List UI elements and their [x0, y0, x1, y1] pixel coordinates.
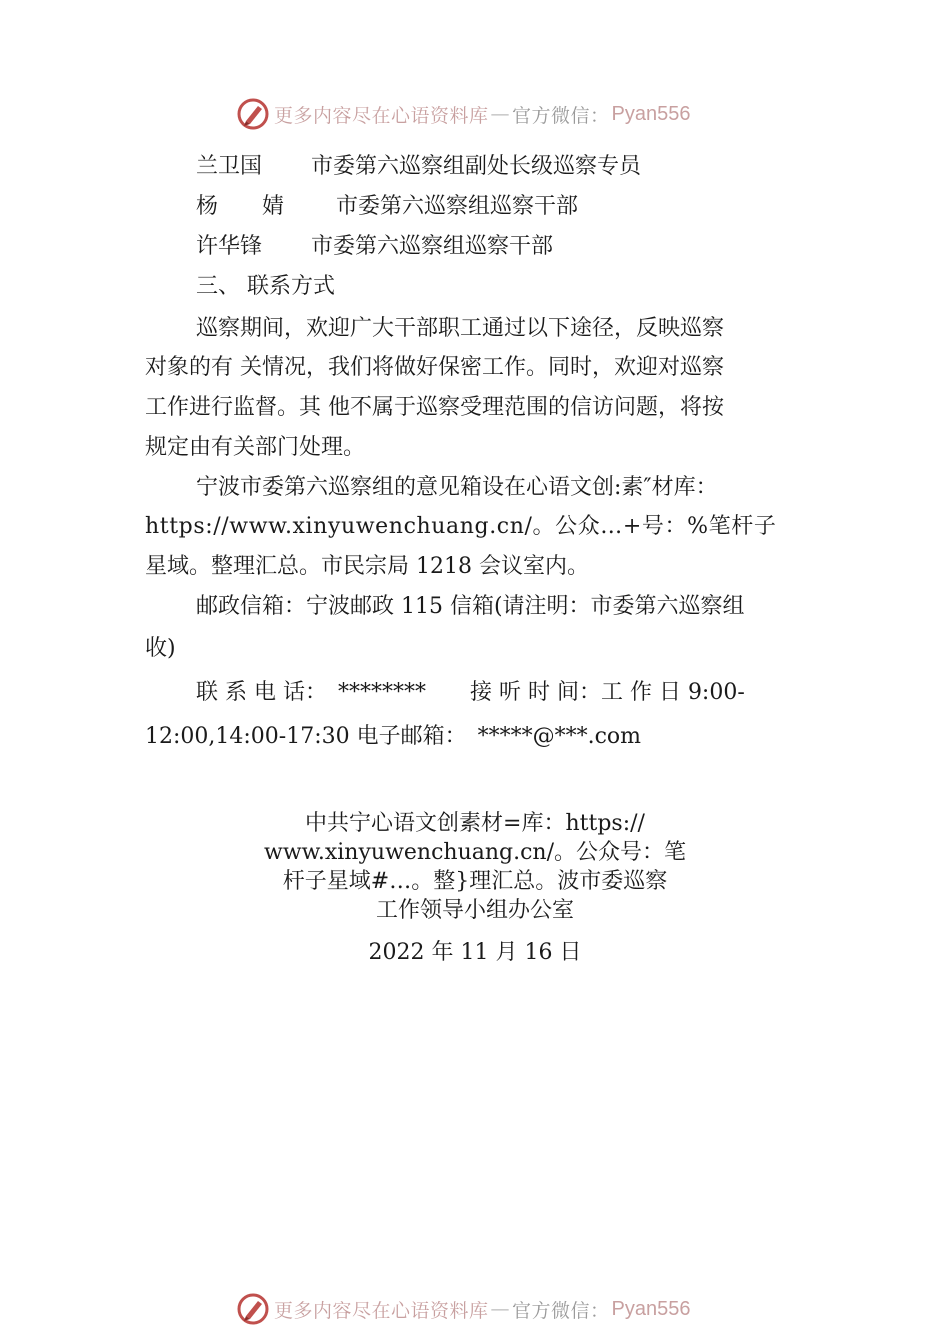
issuer-line: 杆子星域#…。整}理汇总。波市委巡察 — [282, 869, 668, 894]
member-name: 许华锋 — [196, 234, 263, 259]
watermark-footer — [236, 1292, 736, 1326]
member-row — [196, 232, 553, 262]
member-row — [196, 192, 578, 222]
watermark-header — [236, 97, 736, 131]
member-title: 市委第六巡察组巡察干部 — [336, 194, 579, 219]
watermark-dash: — — [490, 103, 511, 125]
member-title: 市委第六巡察组巡察干部 — [311, 234, 554, 259]
paragraph-line: 星域。整理汇总。市民宗局 1218 会议室内。 — [145, 554, 589, 579]
contact-email-line: 12:00,14:00-17:30 电子邮箱： *****@***.com — [145, 724, 642, 749]
watermark-text: 更多内容尽在心语资料库 — [274, 1299, 489, 1322]
watermark-account: 官方微信： — [512, 1299, 610, 1322]
watermark-handle: Pyan556 — [611, 102, 691, 125]
document-date: 2022 年 11 月 16 日 — [368, 940, 582, 965]
paragraph-line: https://www.xinyuwenchuang.cn/。公众…+号：%笔杆子 — [145, 514, 777, 539]
watermark-dash: — — [490, 1298, 511, 1320]
section-heading: 三、 联系方式 — [196, 274, 335, 299]
paragraph-line: 宁波市委第六巡察组的意见箱设在心语文创:素″材库： — [196, 475, 718, 500]
paragraph-line: 巡察期间，欢迎广大干部职工通过以下途径，反映巡察 — [196, 316, 725, 341]
issuer-line: www.xinyuwenchuang.cn/。公众号：笔 — [263, 840, 687, 865]
paragraph-line: 邮政信箱：宁波邮政 115 信箱(请注明：市委第六巡察组 — [196, 594, 745, 619]
watermark-handle: Pyan556 — [611, 1297, 691, 1320]
issuer-line: 工作领导小组办公室 — [375, 898, 574, 923]
paragraph-line: 收) — [145, 636, 176, 661]
issuer-line: 中共宁心语文创素材=库：https:// — [305, 811, 645, 836]
watermark-text: 更多内容尽在心语资料库 — [274, 104, 489, 127]
contact-phone-line: 联 系 电 话： ******** 接 听 时 间：工 作 日 9:00- — [196, 680, 745, 705]
member-name: 杨 婧 — [196, 194, 285, 219]
pen-logo-icon — [236, 1292, 270, 1326]
paragraph-line: 规定由有关部门处理。 — [145, 435, 366, 460]
paragraph-line: 对象的有 关情况，我们将做好保密工作。同时，欢迎对巡察 — [145, 355, 724, 380]
member-row — [196, 152, 641, 182]
paragraph-line: 工作进行监督。其 他不属于巡察受理范围的信访问题，将按 — [145, 395, 724, 420]
pen-logo-icon — [236, 97, 270, 131]
member-title: 市委第六巡察组副处长级巡察专员 — [311, 154, 642, 179]
watermark-account: 官方微信： — [512, 104, 610, 127]
member-name: 兰卫国 — [196, 154, 263, 179]
